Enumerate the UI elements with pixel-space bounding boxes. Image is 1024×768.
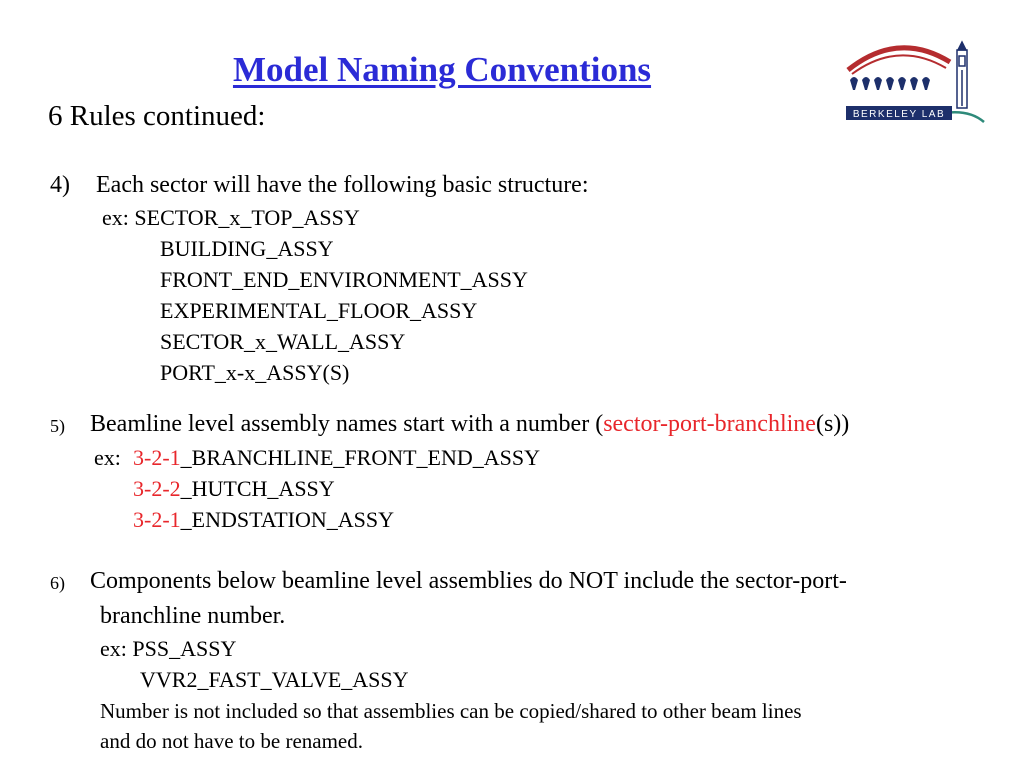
logo-tower — [957, 42, 967, 108]
rule-6-ex-prefix: ex: — [100, 636, 127, 661]
rule-4-child: FRONT_END_ENVIRONMENT_ASSY — [160, 267, 528, 292]
rule-4-child: BUILDING_ASSY — [160, 236, 334, 261]
rule-6-number: 6) — [50, 573, 65, 593]
logo-text: BERKELEY LAB — [852, 109, 946, 120]
rule-5-example-prefix: 3-2-1 — [133, 507, 181, 532]
rule-4-number: 4) — [50, 172, 70, 198]
rule-5-number: 5) — [50, 416, 65, 436]
rule-4-child: PORT_x-x_ASSY(S) — [160, 360, 350, 385]
rule-5-example — [133, 445, 540, 471]
rule-4-child: EXPERIMENTAL_FLOOR_ASSY — [160, 298, 478, 323]
rule-6-ex-first: PSS_ASSY — [132, 636, 237, 661]
rule-5-example-prefix: 3-2-2 — [133, 476, 181, 501]
rule-6-note-line1: Number is not included so that assemblies can be copied/shared to other beam lines — [100, 699, 802, 723]
rule-4-example — [102, 205, 360, 231]
logo-colonnade — [850, 77, 930, 90]
rule-5-example — [133, 507, 394, 533]
rule-4-ex-prefix: ex: — [102, 205, 129, 230]
rule-6-text-line1: Components below beamline level assemblies do NOT include the sector-port- — [90, 568, 847, 594]
rule-6-example — [100, 636, 236, 662]
berkeley-lab-logo — [838, 30, 988, 125]
rule-6-note-line2: and do not have to be renamed. — [100, 729, 363, 753]
rule-5-example-name: _BRANCHLINE_FRONT_END_ASSY — [180, 445, 541, 470]
rule-5-example-prefix: 3-2-1 — [133, 445, 181, 470]
rule-4-ex-first: SECTOR_x_TOP_ASSY — [134, 205, 360, 230]
rule-6-text-line2: branchline number. — [100, 603, 286, 629]
rule-4-text: Each sector will have the following basic structure: — [96, 172, 589, 198]
rule-5-example — [133, 476, 335, 502]
rule-5-text-highlight: sector-port-branchline — [603, 411, 816, 437]
rule-5-text-before: Beamline level assembly names start with a number ( — [90, 411, 604, 437]
berkeley-lab-logo-graphic — [838, 30, 988, 125]
rule-5-ex-prefix: ex: — [94, 445, 121, 470]
rule-5-example-name: _HUTCH_ASSY — [180, 476, 335, 501]
rule-6-ex-second: VVR2_FAST_VALVE_ASSY — [140, 667, 409, 692]
rule-4-child: SECTOR_x_WALL_ASSY — [160, 329, 406, 354]
rule-5-text — [90, 411, 849, 438]
rule-5-text-after: (s)) — [815, 411, 850, 437]
rule-5-example-name: _ENDSTATION_ASSY — [180, 507, 395, 532]
slide-subtitle: 6 Rules continued: — [48, 100, 266, 132]
slide-title: Model Naming Conventions — [232, 50, 652, 89]
